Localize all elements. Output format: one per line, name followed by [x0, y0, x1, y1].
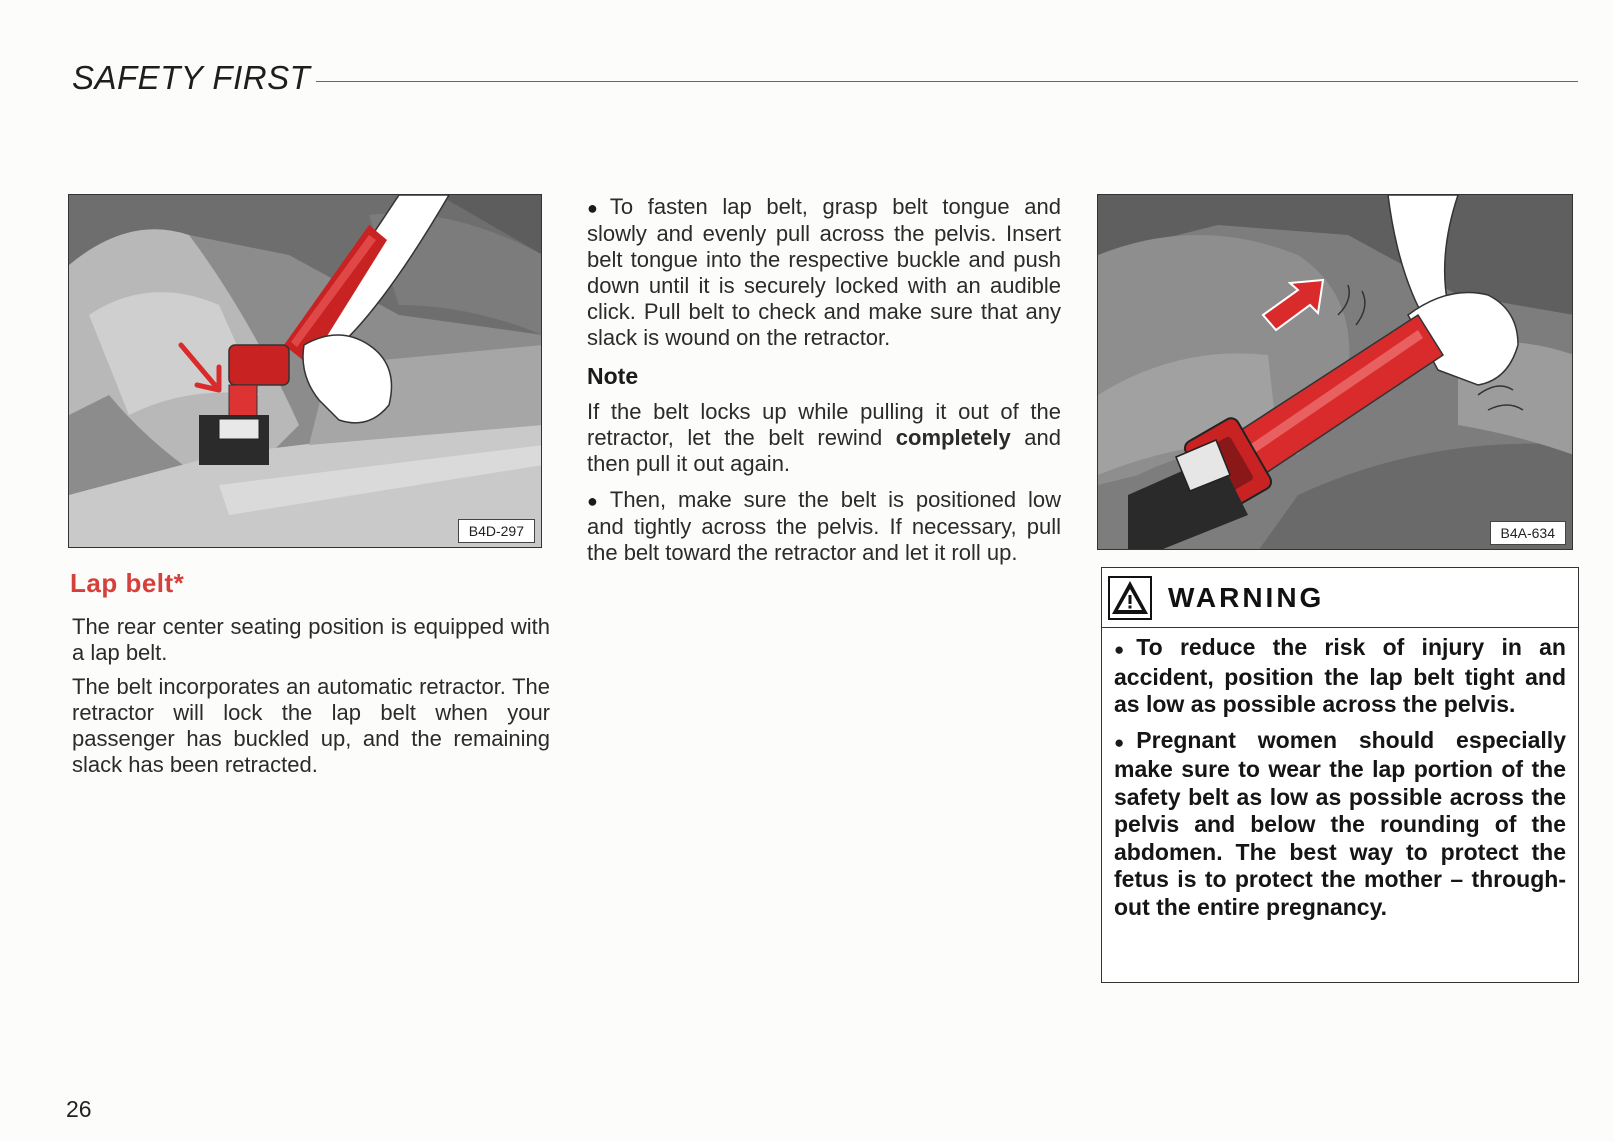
note-title: Note	[587, 363, 639, 389]
hand-pulling-lap-belt-illustration	[1098, 195, 1573, 550]
hand-fastening-lap-belt-illustration	[69, 195, 542, 548]
figure-label-left: B4D-297	[458, 519, 535, 543]
note-text	[587, 399, 1061, 477]
header-rule	[316, 81, 1578, 82]
warning-item	[1114, 634, 1566, 719]
warning-title: WARNING	[1168, 581, 1325, 613]
warning-body	[1102, 628, 1578, 921]
lap-belt-fasten-figure	[68, 194, 542, 548]
warning-item-text: To reduce the risk of injury in an accident, position the lap belt tight and as low as possible across the pelvis.	[1114, 634, 1566, 717]
page-number: 26	[66, 1096, 92, 1122]
warning-item-text: Pregnant women should especially make sure to wear the lap portion of the safety belt as low as possible across the pelvis and below the rounding of the abdomen. The best way to protect the fetus is to protect the mother – throughout the entire pregnancy.	[1114, 726, 1566, 920]
figure-label-right: B4A-634	[1490, 521, 1566, 545]
lap-belt-title: Lap belt*	[70, 568, 185, 598]
warning-triangle-icon	[1108, 576, 1152, 620]
note-text-part: If the belt locks up while pulling it out of the retractor, let the belt rewind	[587, 399, 1061, 450]
page-header	[72, 50, 1578, 94]
instruction-bullet	[587, 487, 1061, 566]
warning-item	[1114, 727, 1566, 922]
instruction-bullet	[587, 194, 1061, 351]
fastening-instructions	[587, 194, 1061, 566]
warning-header	[1102, 568, 1578, 628]
instruction-text: To fasten lap belt, grasp belt tongue and slowly and evenly pull across the pelvis. Insert belt tongue into the respective buckle and push down until it is securely locked with an audible click. Pull belt to check and make sure that any slack is wound on the retractor.	[587, 194, 1061, 350]
instruction-text: Then, make sure the belt is positioned low and tightly across the pelvis. If necessary, pull the belt toward the retractor and let it roll up.	[587, 487, 1061, 565]
note-emphasis: completely	[895, 425, 1011, 450]
lap-belt-paragraph: The belt incorporates an automatic retractor. The retractor will lock the lap belt when your passenger has buckled up, and the remaining slack has been retracted.	[72, 674, 550, 777]
note-text-part: and then pull it out again.	[587, 425, 1061, 476]
warning-box	[1101, 567, 1579, 983]
lap-belt-adjust-figure	[1097, 194, 1573, 550]
lap-belt-description	[72, 614, 550, 778]
header-title: SAFETY FIRST	[72, 59, 311, 96]
lap-belt-paragraph: The rear center seating position is equipped with a lap belt.	[72, 614, 550, 665]
